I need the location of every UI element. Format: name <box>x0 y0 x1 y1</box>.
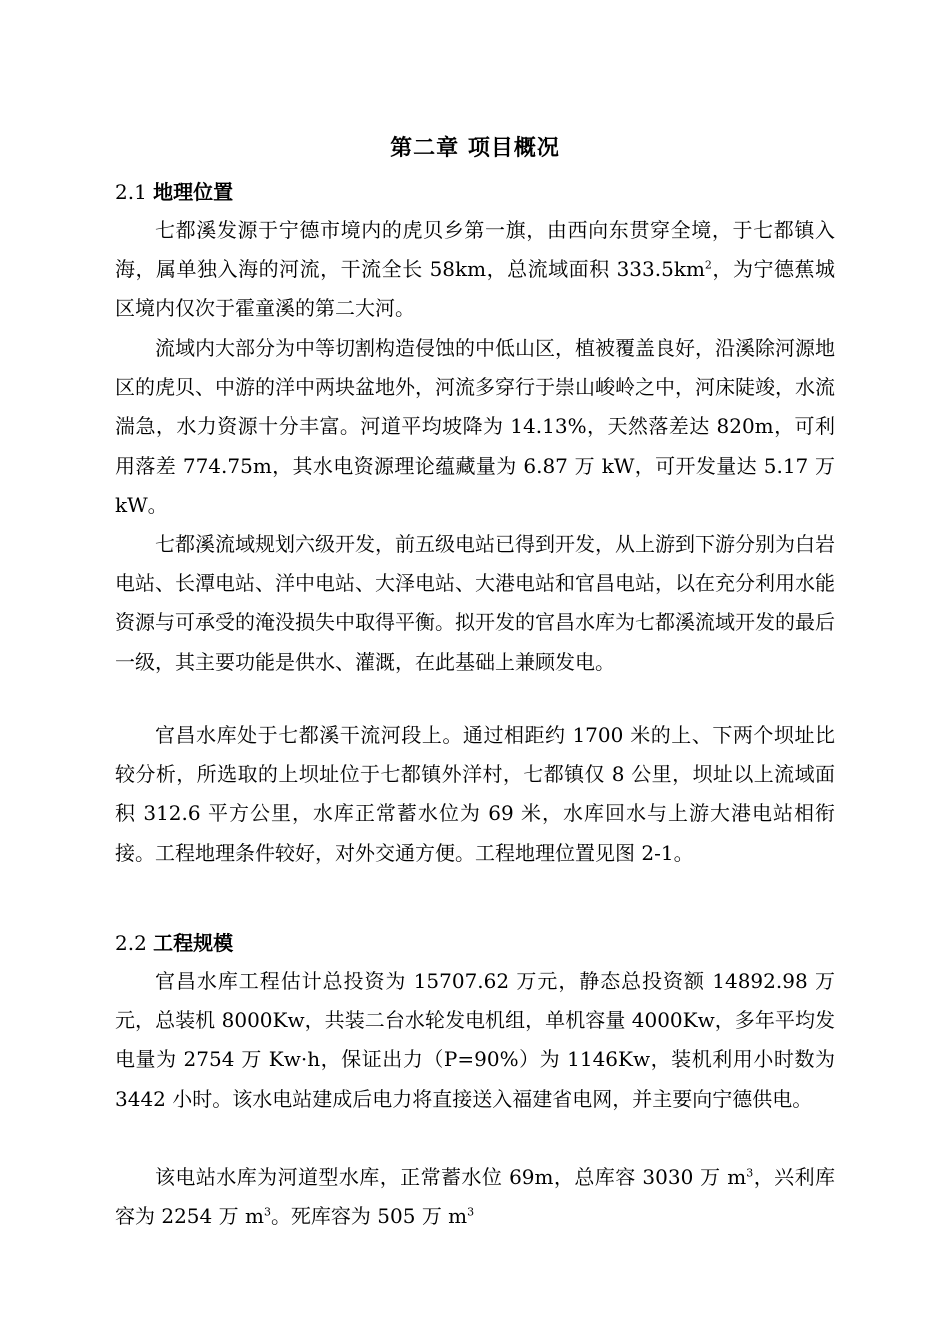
paragraph: 该电站水库为河道型水库，正常蓄水位 69m，总库容 3030 万 $m^3$，兴利库容为 2254 万 $m^3$。死库容为 505 万 $m^3$ <box>115 1165 835 1229</box>
superscript: 3 <box>746 1166 754 1180</box>
paragraph: 七都溪流域规划六级开发，前五级电站已得到开发，从上游到下游分别为白岩电站、长潭电站、洋中电站、大泽电站、大港电站和官昌电站，以在充分利用水能资源与可承受的淹没损失中取得平衡。拟开发的官昌水库为七都溪流域开发的最后一级，其主要功能是供水、灌溉，在此基础上兼顾发电。 <box>115 532 835 674</box>
section-title: 地理位置 <box>153 180 234 204</box>
paragraph: 七都溪发源于宁德市境内的虎贝乡第一旗，由西向东贯穿全境，于七都镇入海，属单独入海的河流，干流全长 58km，总流域面积 $333.5km^2$，为宁德蕉城区境内仅次于霍童溪的第二大河。 <box>115 218 836 321</box>
chapter-title: 第二章 项目概况 <box>390 136 560 161</box>
superscript: 2 <box>704 258 712 272</box>
superscript: 3 <box>263 1205 271 1219</box>
section-heading-2-2 <box>115 928 233 958</box>
section-number: 2.2 <box>115 931 147 955</box>
section-title: 工程规模 <box>153 931 234 955</box>
paragraph: 官昌水库工程估计总投资为 15707.62 万元，静态总投资额 14892.98 万元，总装机 8000Kw，共装二台水轮发电机组，单机容量 4000Kw，多年平均发电量为 2754 万 Kw·h，保证出力（P=90%）为 1146Kw，装机利用小时数为 3442 小时。该水电站建成后电力将直接送入福建省电网，并主要向宁德供电。 <box>115 969 835 1111</box>
paragraph: 官昌水库处于七都溪干流河段上。通过相距约 1700 米的上、下两个坝址比较分析，所选取的上坝址位于七都镇外洋村，七都镇仅 8 公里，坝址以上流域面积 312.6 平方公里，水库正常蓄水位为 69 米，水库回水与上游大港电站相衔接。工程地理条件较好，对外交通方便。工程地理位置见图 2-1。 <box>115 723 835 865</box>
paragraph: 流域内大部分为中等切割构造侵蚀的中低山区，植被覆盖良好，沿溪除河源地区的虎贝、中游的洋中两块盆地外，河流多穿行于崇山峻岭之中，河床陡竣，水流湍急，水力资源十分丰富。河道平均坡降为 14.13%，天然落差达 820m，可利用落差 774.75m，其水电资源理论蕴藏量为 6.87 万 kW，可开发量达 5.17 万 kW。 <box>115 336 835 517</box>
section-heading-2-1 <box>115 177 233 207</box>
section-number: 2.1 <box>115 180 147 204</box>
superscript: 3 <box>467 1205 475 1219</box>
